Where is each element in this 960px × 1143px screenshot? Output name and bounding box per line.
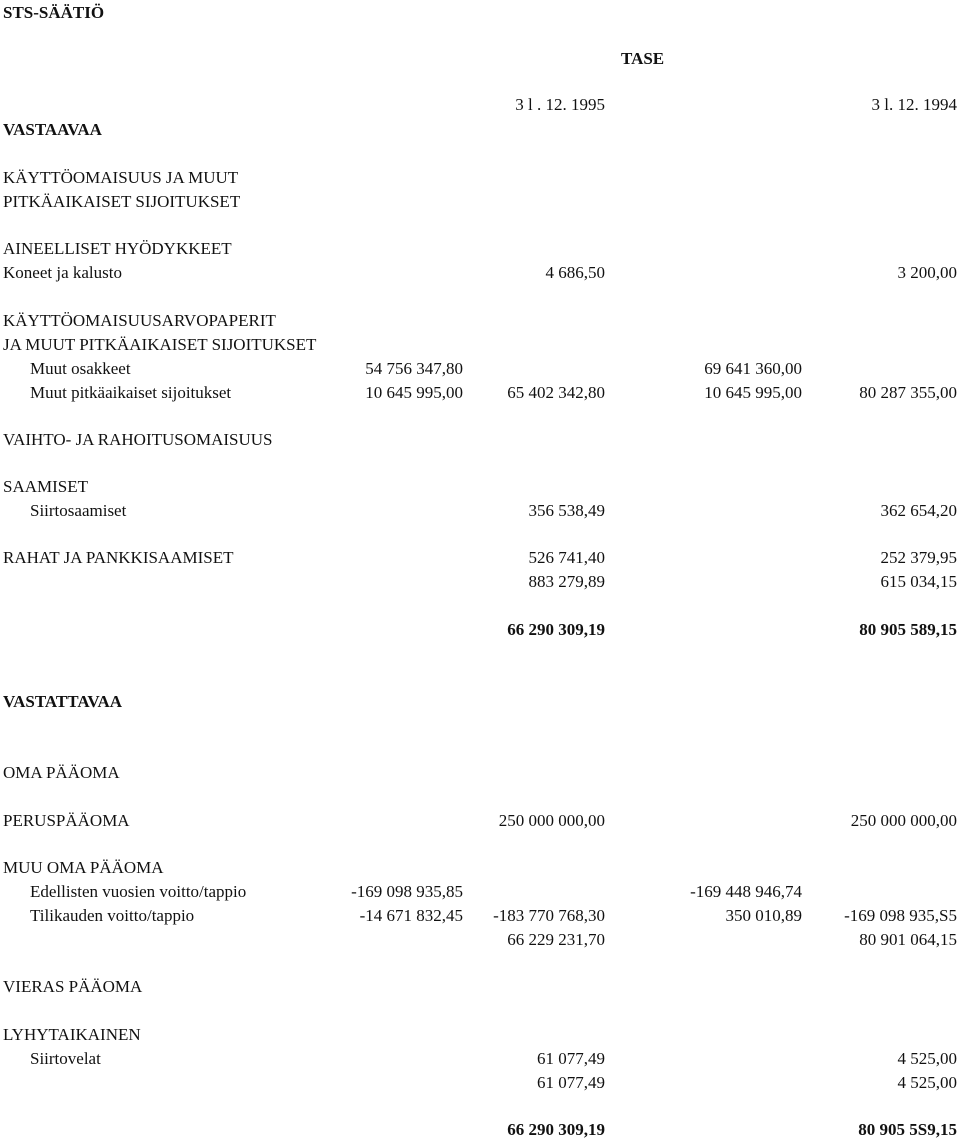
fiscal-year-label: Tilikauden voitto/tappio — [30, 906, 195, 925]
date-1994: 3 l. 12. 1994 — [871, 95, 957, 114]
cash-label: RAHAT JA PANKKISAAMISET — [3, 548, 234, 567]
other-investments-1994-detail: 10 645 995,00 — [704, 383, 802, 402]
other-shares-1995: 54 756 347,80 — [365, 359, 463, 378]
other-shares-label: Muut osakkeet — [30, 359, 131, 378]
fiscal-year-1994-detail: 350 010,89 — [725, 906, 802, 925]
share-capital-label: PERUSPÄÄOMA — [3, 811, 130, 830]
short-term-heading: LYHYTAIKAINEN — [3, 1025, 141, 1044]
equity-heading: OMA PÄÄOMA — [3, 763, 120, 782]
assets-total-1994: 80 905 589,15 — [859, 620, 957, 639]
machinery-label: Koneet ja kalusto — [3, 263, 122, 282]
share-capital-1995: 250 000 000,00 — [498, 811, 605, 830]
securities-heading-1: KÄYTTÖOMAISUUSARVOPAPERIT — [3, 311, 276, 330]
equity-sum-1994: 80 901 064,15 — [859, 930, 957, 949]
receivables-heading: SAAMISET — [3, 477, 89, 496]
date-1995: 3 l . 12. 1995 — [515, 95, 605, 114]
accrued-income-1994: 362 654,20 — [880, 501, 957, 520]
debt-sum-1994: 4 525,00 — [897, 1073, 957, 1092]
accrued-liabilities-1995: 61 077,49 — [537, 1049, 605, 1068]
prior-years-label: Edellisten vuosien voitto/tappio — [30, 882, 247, 901]
assets-total-1995: 66 290 309,19 — [507, 620, 605, 639]
fixed-assets-heading-2: PITKÄAIKAISET SIJOITUKSET — [3, 192, 241, 211]
other-investments-label: Muut pitkäaikaiset sijoitukset — [30, 383, 232, 402]
accrued-income-1995: 356 538,49 — [528, 501, 605, 520]
prior-years-1994: -169 448 946,74 — [690, 882, 802, 901]
current-sum-1994: 615 034,15 — [880, 572, 957, 591]
machinery-1995: 4 686,50 — [545, 263, 605, 282]
accrued-liabilities-label: Siirtovelat — [30, 1049, 101, 1068]
liabilities-heading: VASTATTAVAA — [3, 692, 123, 711]
machinery-1994: 3 200,00 — [897, 263, 957, 282]
fiscal-year-1995-detail: -14 671 832,45 — [359, 906, 463, 925]
other-investments-1994: 80 287 355,00 — [859, 383, 957, 402]
cash-1995: 526 741,40 — [528, 548, 605, 567]
fiscal-year-1994: -169 098 935,S5 — [844, 906, 957, 925]
organization-name: STS-SÄÄTIÖ — [3, 3, 105, 22]
other-shares-1994: 69 641 360,00 — [704, 359, 802, 378]
accrued-income-label: Siirtosaamiset — [30, 501, 127, 520]
debt-sum-1995: 61 077,49 — [537, 1073, 605, 1092]
accrued-liabilities-1994: 4 525,00 — [897, 1049, 957, 1068]
fiscal-year-1995: -183 770 768,30 — [493, 906, 605, 925]
debt-heading: VIERAS PÄÄOMA — [3, 977, 143, 996]
share-capital-1994: 250 000 000,00 — [850, 811, 957, 830]
other-equity-heading: MUU OMA PÄÄOMA — [3, 858, 164, 877]
liabilities-total-1994: 80 905 5S9,15 — [858, 1120, 957, 1139]
document-title: TASE — [621, 49, 665, 68]
current-sum-1995: 883 279,89 — [528, 572, 605, 591]
tangible-assets-heading: AINEELLISET HYÖDYKKEET — [3, 239, 232, 258]
equity-sum-1995: 66 229 231,70 — [507, 930, 605, 949]
cash-1994: 252 379,95 — [880, 548, 957, 567]
assets-heading: VASTAAVAA — [3, 120, 102, 139]
securities-heading-2: JA MUUT PITKÄAIKAISET SIJOITUKSET — [3, 335, 317, 354]
other-investments-1995-detail: 10 645 995,00 — [365, 383, 463, 402]
liabilities-total-1995: 66 290 309,19 — [507, 1120, 605, 1139]
current-assets-heading: VAIHTO- JA RAHOITUSOMAISUUS — [3, 430, 273, 449]
prior-years-1995: -169 098 935,85 — [351, 882, 463, 901]
fixed-assets-heading-1: KÄYTTÖOMAISUUS JA MUUT — [3, 168, 239, 187]
other-investments-1995: 65 402 342,80 — [507, 383, 605, 402]
